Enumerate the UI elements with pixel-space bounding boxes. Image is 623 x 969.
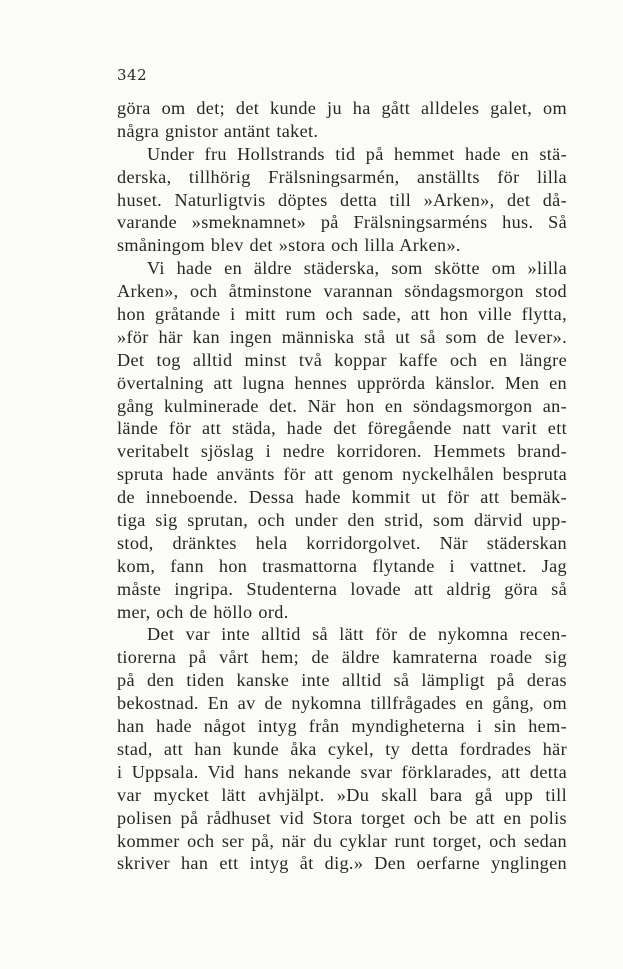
text-line: varande »smeknamnet» på Frälsningsarméns hus. Så [117, 212, 567, 233]
text-line: måste ingripa. Studenterna lovade att aldrig göra så [117, 578, 567, 599]
text-line: polisen på rådhuset vid Stora torget och be att en polis [117, 807, 567, 828]
text-line: kommer och ser på, när du cyklar runt torget, och sedan [117, 830, 567, 851]
text-line: småningom blev det »stora och lilla Arken». [117, 235, 461, 256]
text-line: de inneboende. Dessa hade kommit ut för att bemäk- [117, 487, 567, 508]
text-line: Under fru Hollstrands tid på hemmet hade en stä- [147, 143, 567, 164]
text-line: kom, fann hon trasmattorna flytande i vattnet. Jag [117, 555, 567, 576]
text-line: stod, dränktes hela korridorgolvet. När städerskan [117, 532, 567, 553]
text-line: hon gråtande i mitt rum och sade, att hon ville flytta, [117, 304, 567, 325]
text-line: spruta hade använts för att genom nyckelhålen bespruta [117, 464, 567, 485]
text-line: skriver han ett intyg åt dig.» Den oerfarne ynglingen [117, 853, 567, 874]
text-line: stad, att han kunde åka cykel, ty detta fordrades här [117, 738, 567, 759]
text-line: i Uppsala. Vid hans nekande svar förklarades, att detta [117, 761, 567, 782]
body-text [117, 97, 567, 875]
text-line: mer, och de höllo ord. [117, 601, 289, 622]
text-line: tiorerna på vårt hem; de äldre kamraterna roade sig [117, 647, 567, 668]
text-line: göra om det; det kunde ju ha gått alldeles galet, om [117, 98, 567, 118]
text-line: huset. Naturligtvis döptes detta till »Arken», det då- [117, 189, 567, 210]
text-line: »för här kan ingen människa stå ut så som de lever». [117, 326, 567, 347]
page-number: 342 [117, 66, 148, 84]
text-line: Det var inte alltid så lätt för de nykomna recen- [147, 624, 567, 645]
text-line: lände för att städa, hade det föregående natt varit ett [117, 418, 567, 439]
text-line: han hade något intyg från myndigheterna i sin hem- [117, 716, 567, 737]
text-line: övertalning att lugna hennes upprörda känslor. Men en [117, 372, 567, 393]
text-line: Det tog alltid minst två koppar kaffe och en längre [117, 349, 567, 370]
text-line: Vi hade en äldre städerska, som skötte om »lilla [147, 258, 567, 279]
text-line: bekostnad. En av de nykomna tillfrågades en gång, om [117, 693, 567, 714]
text-line: tiga sig sprutan, och under den strid, som därvid upp- [117, 510, 567, 531]
text-line: Arken», och åtminstone varannan söndagsmorgon stod [117, 281, 567, 302]
text-line: veritabelt sjöslag i nedre korridoren. Hemmets brand- [117, 441, 567, 462]
text-line: några gnistor antänt taket. [117, 120, 319, 141]
text-line: på den tiden kanske inte alltid så lämpligt på deras [117, 670, 567, 691]
text-line: gång kulminerade det. När hon en söndagsmorgon an- [117, 395, 567, 416]
text-line: var mycket lätt avhjälpt. »Du skall bara gå upp till [117, 784, 567, 805]
text-line: derska, tillhörig Frälsningsarmén, anställts för lilla [117, 166, 567, 187]
